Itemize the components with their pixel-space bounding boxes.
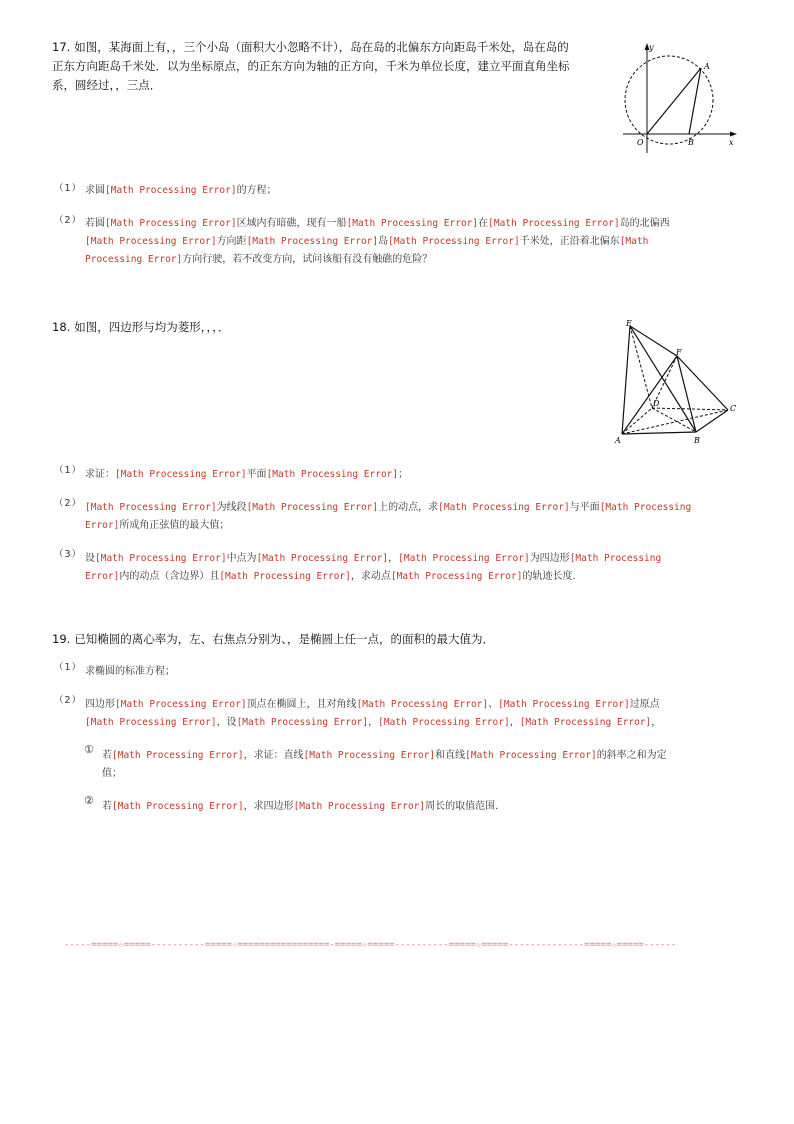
math-error: [Math bbox=[619, 236, 649, 247]
math-error: Error] bbox=[85, 571, 120, 582]
math-error: [Math Processing Error] bbox=[112, 801, 244, 812]
text-segment: 和直线 bbox=[435, 750, 466, 761]
text-segment: 求证： bbox=[85, 469, 115, 480]
q18-part-3 bbox=[85, 550, 765, 586]
math-error: [Math Processing Error] bbox=[85, 236, 217, 247]
text-line bbox=[85, 251, 745, 269]
part-number: （2） bbox=[54, 498, 83, 509]
text-segment: 的斜率之和为定 bbox=[596, 750, 667, 761]
q18-part-2 bbox=[85, 499, 765, 535]
text-line bbox=[85, 568, 765, 586]
math-error: [Math Processing Error] bbox=[95, 553, 227, 564]
math-error: [Math Processing Error] bbox=[519, 717, 652, 728]
text-segment: 区域内有暗礁，现有一船 bbox=[236, 218, 347, 229]
math-error: [Math Processing Error] bbox=[219, 571, 351, 582]
math-error: [Math Processing Error] bbox=[266, 469, 399, 480]
q18-part-1 bbox=[85, 466, 745, 484]
stem-line: 已知椭圆的离心率为，左、右焦点分别为、，是椭圆上任一点，的面积的最大值为． bbox=[74, 632, 495, 646]
q17-part-1 bbox=[85, 182, 725, 200]
math-error: [Math Processing Error] bbox=[115, 699, 247, 710]
text-line bbox=[85, 550, 765, 568]
text-segment: 在 bbox=[478, 218, 489, 229]
text-segment: 为线段 bbox=[216, 502, 247, 513]
math-error: [Math Processing Error] bbox=[346, 218, 479, 229]
math-error: [Math Processing Error] bbox=[438, 502, 570, 513]
text-segment: ； bbox=[398, 469, 409, 480]
question-number: 18. bbox=[52, 320, 71, 334]
text-segment: 为四边形 bbox=[529, 553, 570, 564]
point-label-E: E bbox=[626, 319, 632, 328]
text-segment: 的轨迹长度． bbox=[522, 571, 583, 582]
math-error: [Math Processing Error] bbox=[256, 553, 389, 564]
part-number: （1） bbox=[54, 465, 83, 476]
text-line bbox=[102, 765, 742, 783]
math-error: [Math Processing bbox=[599, 502, 692, 513]
text-segment: ，设 bbox=[216, 717, 237, 728]
stem-line: 系，圆经过，，三点． bbox=[52, 78, 162, 92]
point-label-B: B bbox=[688, 138, 694, 147]
point-label-B: B bbox=[694, 436, 700, 445]
text-segment: 若 bbox=[102, 801, 112, 812]
axis-label-y: y bbox=[649, 43, 654, 52]
math-error: [Math Processing Error] bbox=[246, 502, 379, 513]
point-label-C: C bbox=[730, 404, 737, 413]
question-19-stem bbox=[52, 630, 752, 649]
text-segment: 顶点在椭圆上，且对角线 bbox=[246, 699, 357, 710]
math-error: [Math Processing Error] bbox=[85, 717, 217, 728]
part-number: （3） bbox=[54, 549, 83, 560]
math-error: [Math Processing Error] bbox=[236, 717, 369, 728]
text-segment: 若 bbox=[102, 750, 112, 761]
text-segment: 设 bbox=[85, 553, 95, 564]
text-segment: 值； bbox=[102, 768, 122, 779]
text-segment: 上的动点，求 bbox=[378, 502, 439, 513]
stem-line: 如图，四边形与均为菱形，，，． bbox=[74, 320, 230, 334]
math-error: [Math Processing Error] bbox=[398, 553, 530, 564]
text-line bbox=[85, 215, 745, 233]
text-line bbox=[85, 714, 765, 732]
math-error: [Math Processing Error] bbox=[105, 185, 237, 196]
text-segment: 若圆 bbox=[85, 218, 105, 229]
text-segment: ， bbox=[368, 717, 379, 728]
math-error: Processing Error] bbox=[85, 254, 183, 265]
question-18-stem bbox=[52, 318, 572, 337]
math-error: [Math Processing Error] bbox=[115, 469, 247, 480]
text-line bbox=[85, 696, 765, 714]
math-error: [Math Processing Error] bbox=[85, 502, 217, 513]
q17-coordinate-figure bbox=[618, 40, 742, 158]
math-error: [Math Processing bbox=[569, 553, 662, 564]
text-segment: ， bbox=[651, 717, 662, 728]
part-number: （1） bbox=[54, 662, 83, 673]
subpart-mark: ① bbox=[84, 743, 94, 756]
text-segment: 岛的北偏西 bbox=[619, 218, 670, 229]
stem-line: 如图，某海面上有，，三个小岛（面积大小忽略不计），岛在岛的北偏东方向距岛千米处，岛在岛的 bbox=[74, 40, 569, 54]
question-number: 19. bbox=[52, 632, 71, 646]
text-segment: 千米处，正沿着北偏东 bbox=[519, 236, 620, 247]
text-segment: ， bbox=[388, 553, 399, 564]
math-error: [Math Processing Error] bbox=[112, 750, 244, 761]
text-segment: 所成角正弦值的最大值； bbox=[119, 520, 230, 531]
q19-part-2 bbox=[85, 696, 765, 732]
math-error: [Math Processing Error] bbox=[388, 236, 520, 247]
text-segment: 方向距 bbox=[216, 236, 247, 247]
point-label-D: D bbox=[653, 399, 660, 408]
q19-subpart-2 bbox=[102, 798, 742, 816]
math-error: [Math Processing Error] bbox=[303, 750, 436, 761]
text-segment: 的方程； bbox=[236, 185, 277, 196]
text-segment: ，求动点 bbox=[350, 571, 391, 582]
text-segment: 四边形 bbox=[85, 699, 115, 710]
axis-label-x: x bbox=[729, 138, 734, 147]
text-segment: 方向行驶，若不改变方向，试问该船有没有触礁的危险？ bbox=[182, 254, 433, 265]
math-error: [Math Processing Error] bbox=[390, 571, 523, 582]
math-error: [Math Processing Error] bbox=[105, 218, 237, 229]
q17-part-2 bbox=[85, 215, 745, 269]
point-label-A: A bbox=[704, 62, 710, 71]
point-label-O: O bbox=[637, 138, 644, 147]
text-segment: ，求证：直线 bbox=[243, 750, 304, 761]
q19-subpart-1 bbox=[102, 747, 742, 783]
math-error: [Math Processing Error] bbox=[488, 218, 620, 229]
text-segment: 周长的取值范围． bbox=[425, 801, 506, 812]
text-segment: 与平面 bbox=[569, 502, 600, 513]
page-divider: -----=====☆=====----------=====☆=================-=====☆=====----------=====☆=====--------------=====☆=====------ bbox=[64, 940, 677, 950]
text-segment: 求圆 bbox=[85, 185, 105, 196]
text-line bbox=[85, 233, 745, 251]
subpart-mark: ② bbox=[84, 794, 94, 807]
math-error: [Math Processing Error] bbox=[498, 699, 630, 710]
math-error: [Math Processing Error] bbox=[378, 717, 510, 728]
question-17-stem bbox=[52, 38, 612, 95]
text-line bbox=[85, 517, 765, 535]
math-error: [Math Processing Error] bbox=[465, 750, 597, 761]
q19-part-1 bbox=[85, 663, 745, 681]
part-number: （2） bbox=[54, 215, 83, 226]
text-segment: 岛 bbox=[378, 236, 389, 247]
text-segment: 、 bbox=[488, 699, 499, 710]
text-segment: 求椭圆的标准方程； bbox=[85, 666, 175, 677]
math-error: Error] bbox=[85, 520, 120, 531]
point-label-F: F bbox=[676, 348, 682, 357]
q18-rhombus-figure bbox=[610, 316, 740, 448]
text-segment: 内的动点（含边界）且 bbox=[119, 571, 220, 582]
part-number: （1） bbox=[54, 183, 83, 194]
point-label-A: A bbox=[615, 436, 621, 445]
text-segment: 平面 bbox=[246, 469, 267, 480]
text-segment: 过原点 bbox=[629, 699, 660, 710]
math-error: [Math Processing Error] bbox=[246, 236, 379, 247]
text-line bbox=[102, 747, 742, 765]
question-number: 17. bbox=[52, 40, 71, 54]
part-number: （2） bbox=[54, 695, 83, 706]
stem-line: 正东方向距岛千米处．以为坐标原点，的正东方向为轴的正方向，千米为单位长度，建立平面直角坐标 bbox=[52, 59, 570, 73]
math-error: [Math Processing Error] bbox=[356, 699, 489, 710]
text-segment: 中点为 bbox=[226, 553, 257, 564]
math-error: [Math Processing Error] bbox=[293, 801, 426, 812]
text-segment: ， bbox=[509, 717, 520, 728]
text-line bbox=[85, 499, 765, 517]
text-segment: ，求四边形 bbox=[243, 801, 294, 812]
